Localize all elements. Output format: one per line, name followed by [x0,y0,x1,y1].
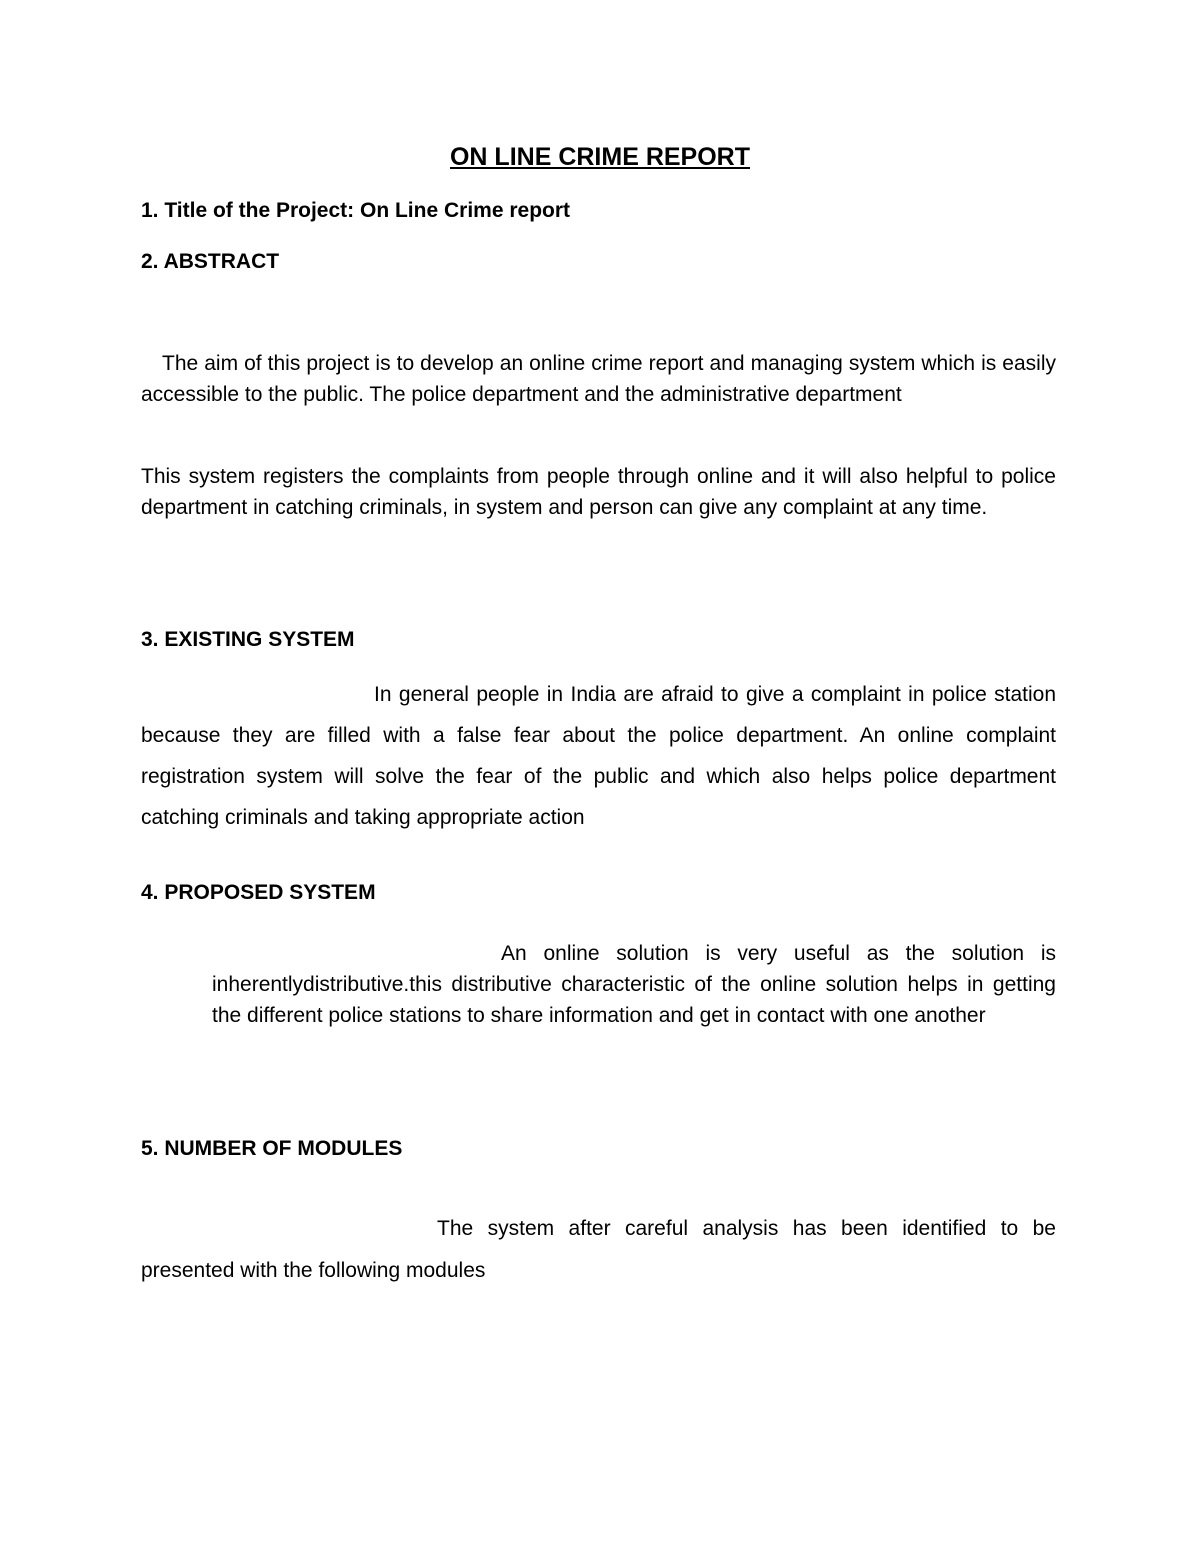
document-title: ON LINE CRIME REPORT [449,143,750,171]
existing-system-paragraph: In general people in India are afraid to give a complaint in police station because they are filled with a false fear about the police department. An online complaint registration system will solve the fear of the public and which also helps police department catching criminals and taking appropriate action [141,683,1056,829]
existing-system-heading: 3. EXISTING SYSTEM [141,628,355,651]
abstract-paragraph-2: This system registers the complaints from people through online and it will also helpful to police department in catching criminals, in system and person can give any complaint at any time. [141,465,1056,519]
proposed-system-paragraph: An online solution is very useful as the solution is inherentlydistributive.this distributive characteristic of the online solution helps in getting the different police stations to share information and get in contact with one another [212,942,1056,1027]
abstract-paragraph-1: The aim of this project is to develop an online crime report and managing system which is easily accessible to the public. The police department and the administrative department [141,352,1056,406]
modules-heading: 5. NUMBER OF MODULES [141,1137,403,1160]
abstract-heading: 2. ABSTRACT [141,250,280,273]
proposed-system-heading: 4. PROPOSED SYSTEM [141,881,376,904]
modules-paragraph: The system after careful analysis has been identified to be presented with the following modules [141,1217,1056,1282]
project-title-heading: 1. Title of the Project: On Line Crime report [141,199,571,222]
